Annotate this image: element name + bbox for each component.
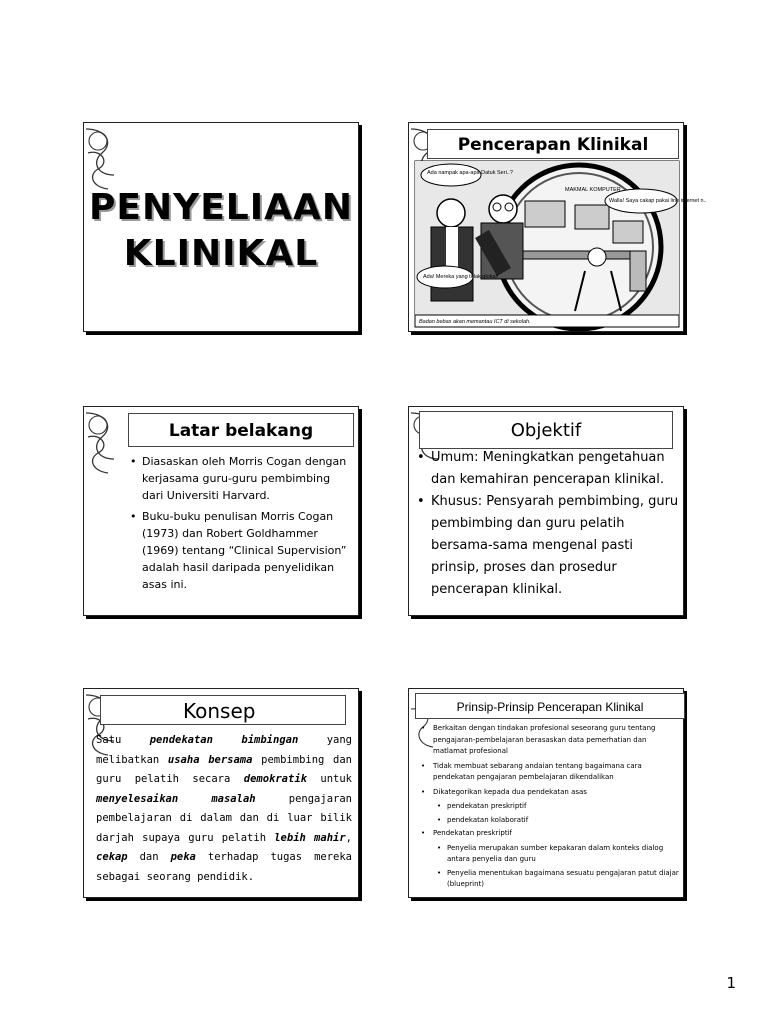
list-item: • Buku-buku penulisan Morris Cogan (1973) dan Robert Goldhammer (1969) tentang “Clinical Supervision” adalah hasil daripada penyelidikan asas ini. (130, 508, 352, 593)
main-title (84, 185, 358, 277)
list-item: • Penyelia merupakan sumber kepakaran dalam konteks dialog antara penyelia dan guru (417, 843, 681, 866)
list-item: • Tidak membuat sebarang andaian tentang bagaimana cara pendekatan pengajaran pembelajaran dikendalikan (417, 761, 681, 784)
main-title-line2: KLINIKAL (123, 233, 319, 274)
page-number: 1 (726, 974, 736, 992)
list-item: • Pendekatan preskriptif (417, 828, 681, 840)
slide-4-title: Objektif (419, 411, 673, 449)
swirl-decoration-icon (84, 123, 130, 193)
cartoon-caption: Badan bebas akan memantau ICT di sekolah. (419, 319, 531, 325)
list-item: • pendekatan kolaboratif (417, 815, 681, 827)
slide-1-title (83, 122, 359, 332)
main-title-line1: PENYELIAAN (89, 187, 353, 228)
cartoon-bubble-2: Walla! Saya cakap pakai line internet n.. (609, 198, 707, 204)
list-item: • pendekatan preskriptif (417, 801, 681, 813)
list-item: • Diasaskan oleh Morris Cogan dengan kerjasama guru-guru pembimbing dari Universiti Harvard. (130, 453, 352, 504)
slide-3-bullets (130, 453, 352, 597)
cartoon-illustration (415, 161, 707, 327)
slide-3-title: Latar belakang (128, 413, 354, 447)
list-item: • Umum: Meningkatkan pengetahuan dan kemahiran pencerapan klinikal. (415, 447, 681, 491)
list-item: • Berkaitan dengan tindakan profesional seseorang guru tentang pengajaran-pembelajaran berasaskan data pemerhatian dan matlamat profesional (417, 723, 681, 758)
slide-4-bullets (415, 447, 681, 601)
cartoon-sign: MAKMAL KOMPUTER (565, 187, 621, 193)
slide-2-title: Pencerapan Klinikal (427, 129, 679, 159)
konsep-paragraph: Satu pendekatan bimbingan yang melibatkan usaha bersama pembimbing dan guru pelatih secara demokratik untuk menyelesaikan masalah pengajaran pembelajaran di dalam dan di luar bilik darjah supaya guru pelatih lebih mahir, cekap dan peka terhadap tugas mereka sebagai seorang pendidik. (96, 734, 353, 883)
slide-5-konsep (83, 688, 359, 898)
cartoon-bubble-1: Ada nampak apa-apa Datuk Seri..? (427, 170, 513, 176)
list-item: • Penyelia menentukan bagaimana sesuatu pengajaran patut diajar (blueprint) (417, 868, 681, 891)
swirl-decoration-icon (84, 407, 130, 477)
slide-4-objektif (408, 406, 684, 616)
slide-6-prinsip (408, 688, 684, 898)
list-item: • Khusus: Pensyarah pembimbing, guru pembimbing dan guru pelatih bersama-sama mengenal pasti prinsip, proses dan prosedur pencerapan klinikal. (415, 491, 681, 601)
slide-2-pencerapan (408, 122, 707, 332)
slide-6-bullets (417, 723, 681, 893)
cartoon-bubble-3: Ada! Mereka yang tidak glokal! (423, 274, 499, 280)
slide-6-title: Prinsip-Prinsip Pencerapan Klinikal (415, 693, 685, 719)
list-item: • Dikategorikan kepada dua pendekatan asas (417, 787, 681, 799)
slide-3-latar-belakang (83, 406, 359, 616)
slide-5-title: Konsep (100, 695, 346, 725)
